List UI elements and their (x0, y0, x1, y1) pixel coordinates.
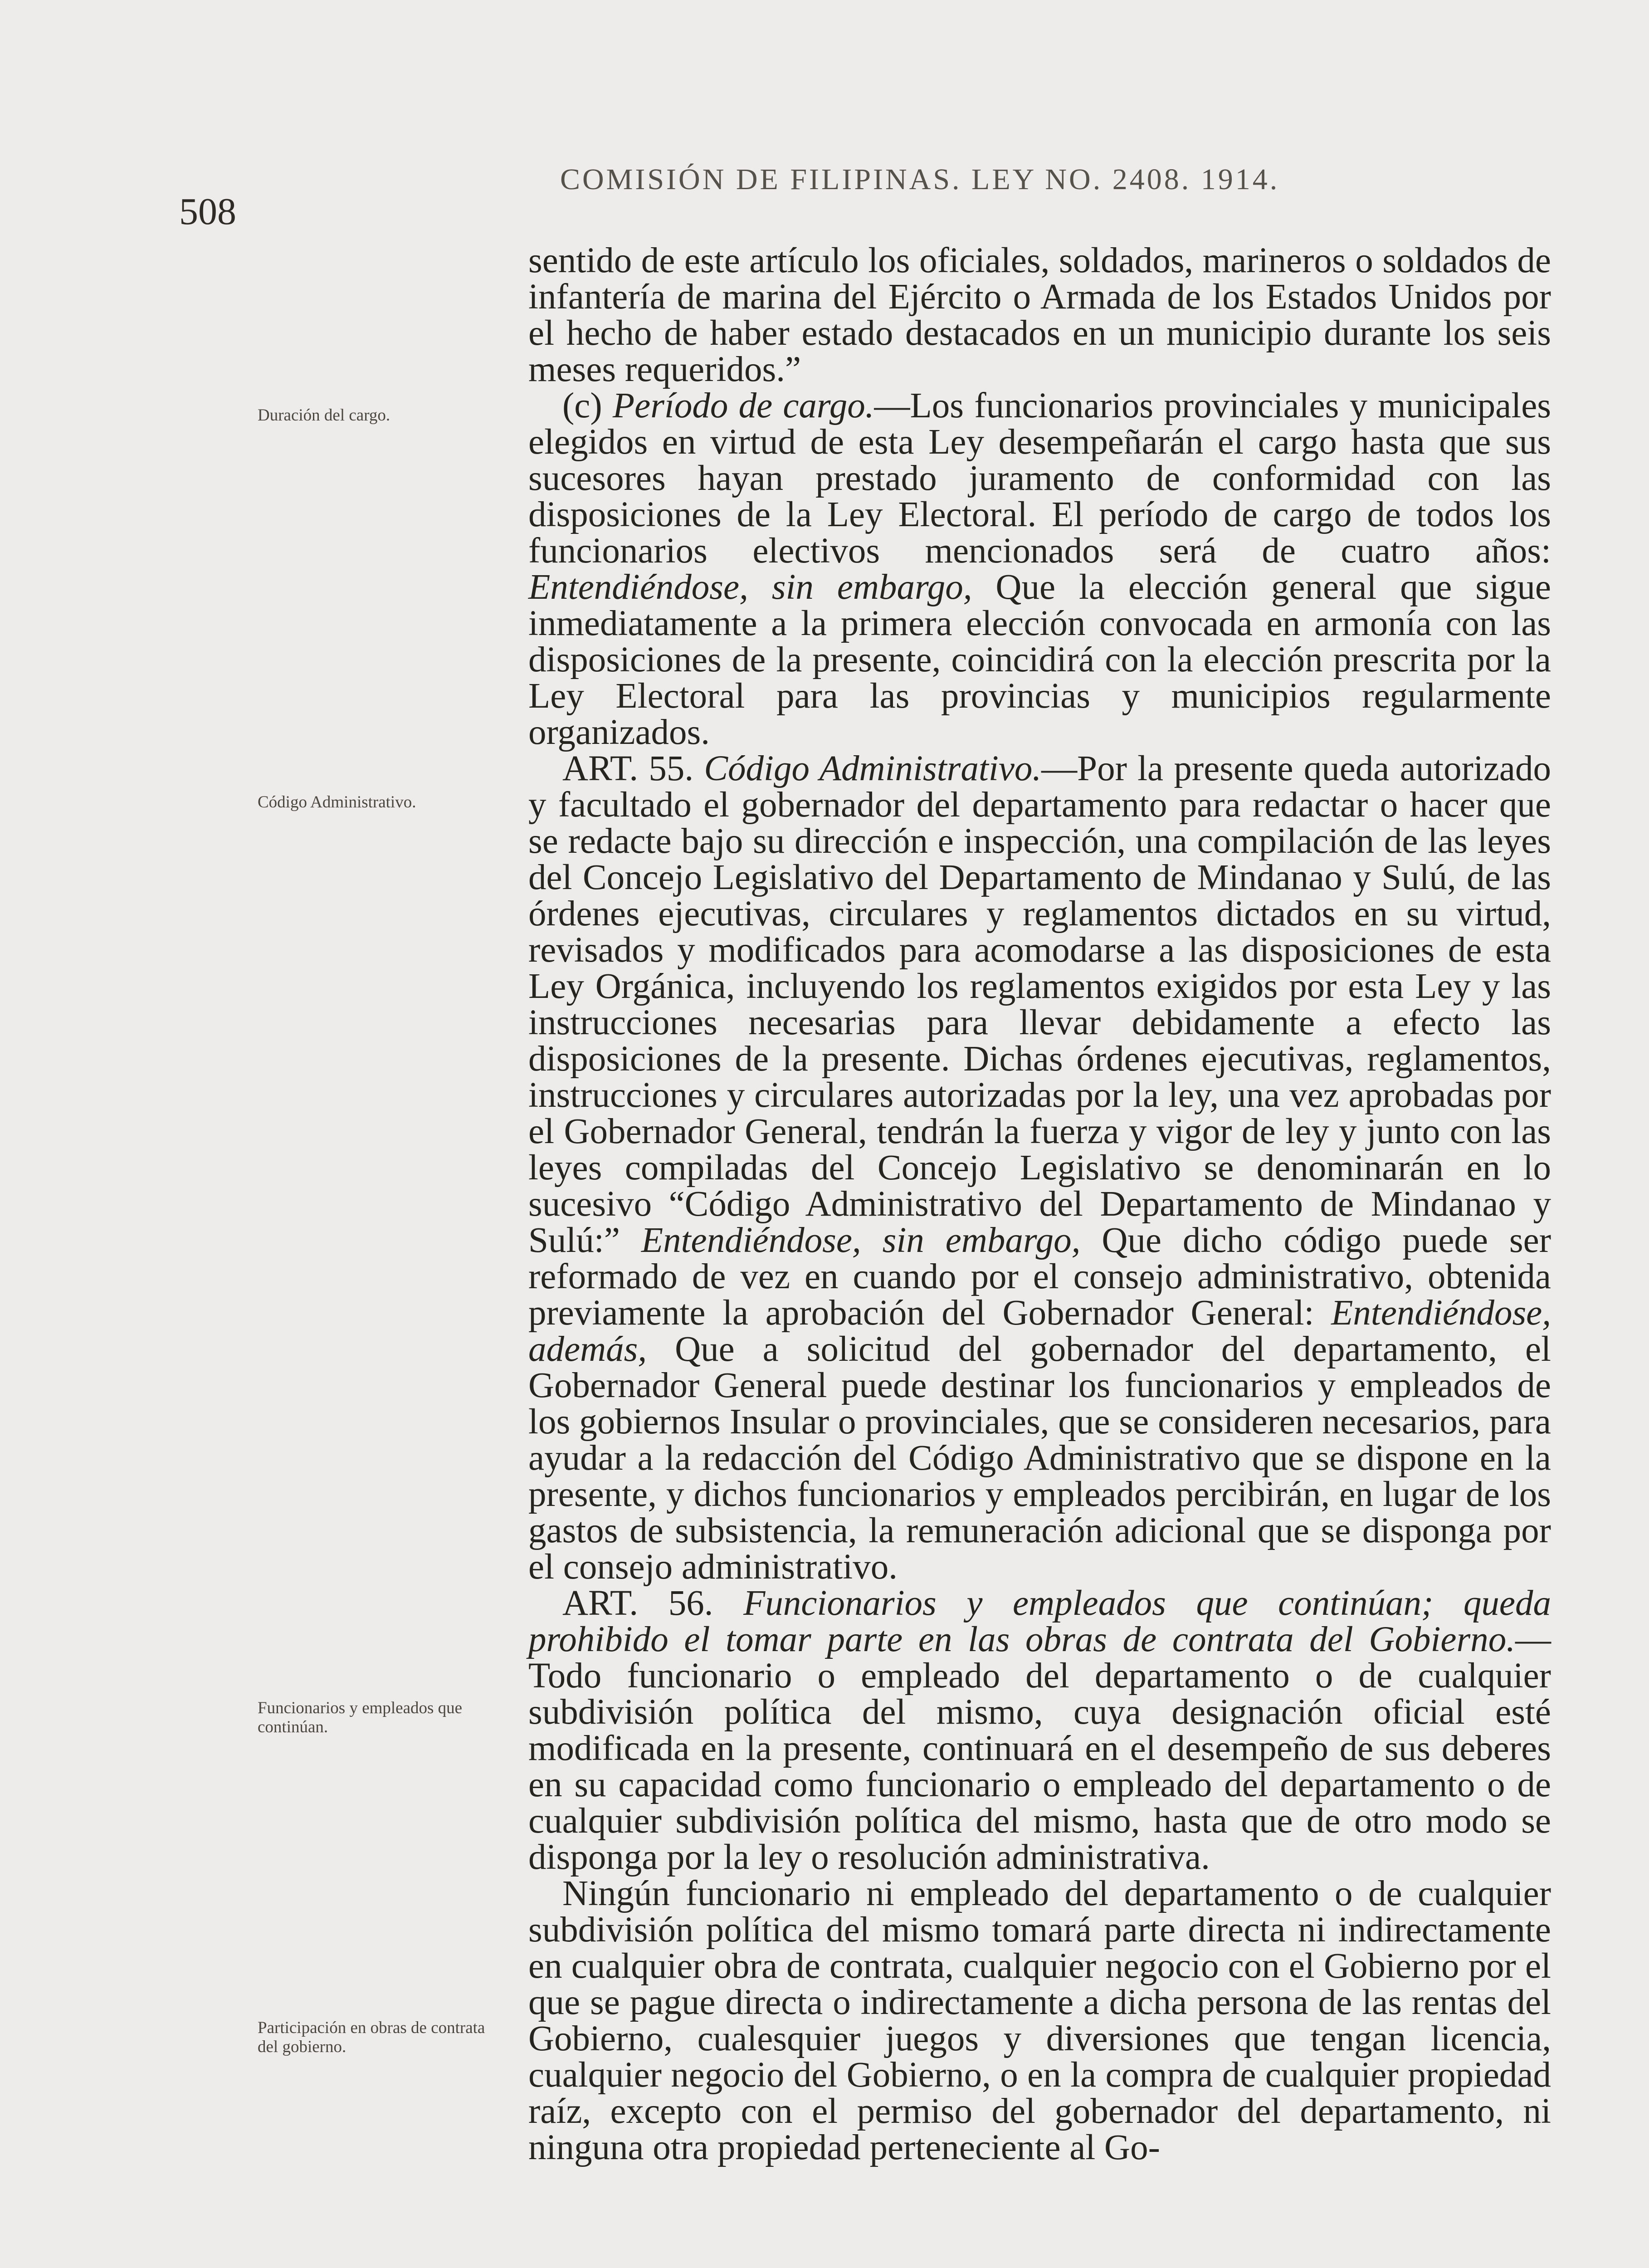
clause-text: —Los funcionarios provinciales y municipales elegidos en virtud de esta Ley desempeñarán el cargo hasta que sus sucesores hayan prestado juramento de conformidad con las disposiciones de la Ley Electoral. El período de cargo de todos los funcionarios electivos mencionados será de cuatro años: (528, 386, 1551, 571)
paragraph-text: sentido de este artículo los oficiales, soldados, marineros o soldados de infantería de marina del Ejército o Armada de los Estados Unidos por el hecho de haber estado destacados en un municipio durante los seis meses requeridos.” (528, 241, 1551, 389)
proviso-text: Entendiéndose, sin embargo, (641, 1221, 1081, 1260)
margin-note-codigo: Código Administrativo. (258, 793, 416, 811)
paragraph-continuation (528, 243, 1551, 388)
paragraph-periodo-cargo (528, 388, 1551, 751)
paragraph-text: Ningún funcionario ni empleado del departamento o de cualquier subdivisión política del mismo tomará parte directa ni indirectamente en cualquier obra de contrata, cualquier negocio con el Gobierno por el que se pague directa o indirectamente a dicha persona de las rentas del Gobierno, cualesquier juegos y diversiones que tengan licencia, cualquier negocio del Gobierno, o en la compra de cualquier propiedad raíz, excepto con el permiso del gobernador del departamento, ni ninguna otra propiedad perteneciente al Go- (528, 1874, 1551, 2167)
margin-note-participacion: Participación en obras de contrata del gobierno. (258, 2019, 485, 2056)
article-text: Que dicho código puede ser reformado de vez en cuando por el consejo administrativo, obtenida previamente la aprobación del Gobernador General: (528, 1221, 1551, 1333)
clause-label: (c) (562, 386, 602, 425)
body-text (528, 243, 1551, 2166)
article-55 (528, 751, 1551, 1585)
article-heading: Código Administrativo. (704, 749, 1042, 788)
article-text: —Por la presente queda autorizado y facultado el gobernador del departamento para redactar o hacer que se redacte bajo su dirección e inspección, una compilación de las leyes del Concejo Legislativo del Departamento de Mindanao y Sulú, de las órdenes ejecutivas, circulares y reglamentos dictados en su virtud, revisados y modificados para acomodarse a las disposiciones de esta Ley Orgánica, incluyendo los reglamentos exigidos por esta Ley y las instrucciones necesarias para llevar debidamente a efecto las disposiciones de la presente. Dichas órdenes ejecutivas, reglamentos, instrucciones y circulares autorizadas por la ley, una vez aprobadas por el Gobernador General, tendrán la fuerza y vigor de ley y junto con las leyes compiladas del Concejo Legislativo se denominarán en lo sucesivo “Código Administrativo del Departamento de Mindanao y Sulú:” (528, 749, 1551, 1260)
proviso-text: Entendiéndose, sin embargo, (528, 567, 972, 607)
article-heading: Funcionarios y empleados que continúan; queda prohibido el tomar parte en las obras de contrata del Gobierno. (528, 1584, 1551, 1659)
article-number: ART. 56. (562, 1584, 713, 1623)
proviso-text: Entendiéndose, además, (528, 1293, 1551, 1369)
clause-text-continued: Que la elección general que sigue inmediatamente a la primera elección convocada en armonía con las disposiciones de la presente, coincidirá con la elección prescrita por la Ley Electoral para las provincias y municipios regularmente organizados. (528, 567, 1551, 752)
article-56 (528, 1585, 1551, 1876)
article-text: —Todo funcionario o empleado del departamento o de cualquier subdivisión política del mismo, cuya designación oficial esté modificada en la presente, continuará en el desempeño de sus deberes en su capacidad como funcionario o empleado del departamento o de cualquier subdivisión política del mismo, hasta que de otro modo se disponga por la ley o resolución administrativa. (528, 1620, 1551, 1877)
clause-heading: Período de cargo. (612, 386, 874, 425)
article-number: ART. 55. (562, 749, 694, 788)
article-text: Que a solicitud del gobernador del departamento, el Gobernador General puede destinar los funcionarios y empleados de los gobiernos Insular o provinciales, que se consideren necesarios, para ayudar a la redacción del Código Administrativo que se dispone en la presente, y dichos funcionarios y empleados percibirán, en lugar de los gastos de subsistencia, la remuneración adicional que se disponga por el consejo administrativo. (528, 1330, 1551, 1587)
paragraph-participacion (528, 1876, 1551, 2166)
margin-note-duracion: Duración del cargo. (258, 406, 390, 425)
page-number: 508 (179, 191, 236, 233)
running-head: COMISIÓN DE FILIPINAS. LEY NO. 2408. 1914. (560, 163, 1280, 196)
margin-note-funcionarios: Funcionarios y empleados que continúan. (258, 1699, 463, 1736)
